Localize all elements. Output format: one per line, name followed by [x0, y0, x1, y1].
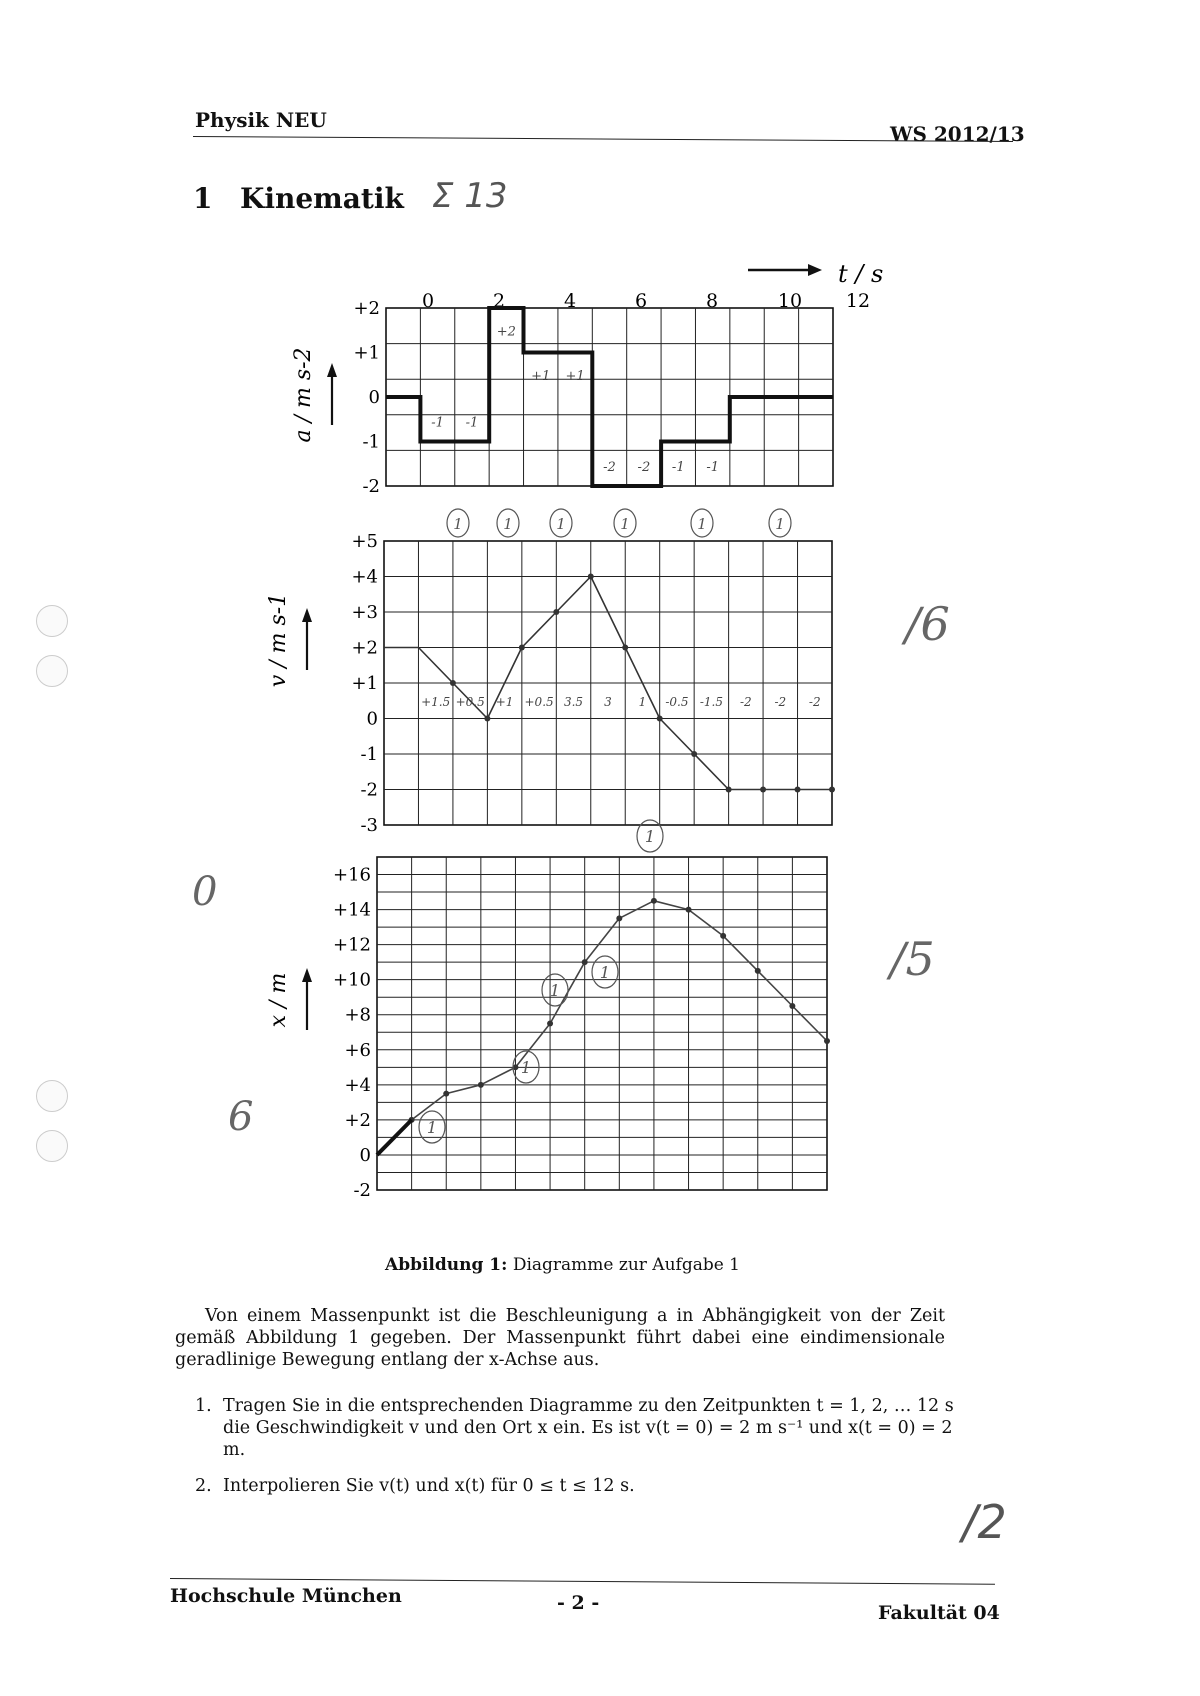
- handwritten-annotation: +1: [495, 694, 514, 709]
- footer-page-number: - 2 -: [557, 1592, 600, 1614]
- handwritten-annotation: -2: [739, 694, 752, 709]
- y-tick-label: -1: [360, 744, 378, 765]
- handwritten-mark: 1: [549, 981, 561, 1000]
- data-point: [789, 1003, 795, 1009]
- handwritten-annotation: +2: [496, 324, 516, 340]
- y-tick-label: +16: [333, 864, 371, 886]
- data-point: [829, 787, 835, 793]
- series-line: [377, 901, 827, 1155]
- data-point: [616, 915, 622, 921]
- y-tick-label: +5: [351, 531, 378, 552]
- handwritten-score-v: /6: [905, 597, 950, 651]
- y-tick-label: +1: [353, 342, 380, 364]
- handwritten-mark: 1: [453, 515, 463, 533]
- y-tick-label: +2: [351, 637, 378, 659]
- handwritten-annotation: +0.5: [455, 694, 485, 709]
- data-point: [720, 933, 726, 939]
- section-number: 1: [193, 182, 213, 215]
- handwritten-mark: 1: [426, 1118, 438, 1137]
- y-tick-label: +1: [351, 673, 378, 694]
- data-point: [824, 1038, 830, 1044]
- data-point: [443, 1091, 449, 1097]
- handwritten-mark: 1: [556, 515, 566, 533]
- data-point: [760, 787, 766, 793]
- handwritten-score-x: /5: [890, 932, 935, 986]
- y-axis-arrowhead: [327, 363, 337, 377]
- handwritten-annotation: +0.5: [524, 694, 554, 709]
- handwritten-mark: 1: [520, 1058, 532, 1077]
- handwritten-annotation: -2: [808, 694, 821, 709]
- time-axis-label: t / s: [838, 260, 884, 288]
- data-point: [755, 968, 761, 974]
- handwritten-side-mark: 0: [192, 869, 218, 915]
- handwritten-annotation: -1.5: [699, 694, 723, 709]
- handwritten-annotation: -2: [774, 694, 787, 709]
- y-tick-label: +14: [333, 899, 371, 921]
- chart-frame: [377, 857, 827, 1190]
- y-tick-label: +3: [351, 602, 378, 623]
- time-tick-label: 8: [705, 290, 719, 312]
- handwritten-annotation: +1.5: [421, 694, 451, 709]
- handwritten-mark: 1: [775, 515, 785, 533]
- section-title: Kinematik: [240, 182, 404, 215]
- handwritten-annotation: -1: [671, 459, 685, 475]
- time-tick-label: 0: [421, 290, 435, 312]
- data-point: [795, 787, 801, 793]
- handwritten-annotation: -1: [706, 459, 719, 475]
- handwritten-annotation: -2: [603, 459, 616, 475]
- footer-rule: [170, 1578, 995, 1585]
- handwritten-annotation: -1: [431, 415, 444, 431]
- handwritten-annotation: 1: [638, 694, 647, 709]
- header-course: Physik NEU: [195, 108, 327, 132]
- y-axis-label: a / m s-2: [291, 347, 316, 443]
- y-tick-label: +12: [333, 934, 371, 956]
- data-point: [478, 1082, 484, 1088]
- y-tick-label: +2: [344, 1109, 371, 1131]
- data-point: [582, 959, 588, 965]
- handwritten-mark: 1: [620, 515, 630, 533]
- data-point: [657, 716, 663, 722]
- time-tick-label: 6: [634, 290, 648, 312]
- task-item: [195, 1475, 955, 1497]
- handwritten-annotation: +1: [531, 368, 551, 384]
- data-point: [686, 907, 692, 913]
- handwritten-annotation: -1: [465, 415, 479, 431]
- y-tick-label: -3: [360, 815, 378, 836]
- handwritten-annotation: 3: [604, 694, 612, 709]
- handwritten-mark: 1: [503, 515, 513, 533]
- handwritten-annotation: 3.5: [563, 694, 584, 709]
- caption-text: Diagramme zur Aufgabe 1: [512, 1255, 740, 1275]
- time-axis-header: [422, 260, 883, 312]
- y-tick-label: +8: [344, 1004, 371, 1026]
- data-point: [726, 787, 732, 793]
- figure-caption: [385, 1255, 740, 1275]
- y-axis-arrowhead: [302, 968, 312, 982]
- header-semester: WS 2012/13: [890, 122, 1025, 146]
- y-axis-label: v / m s-1: [266, 592, 291, 688]
- y-tick-label: 0: [359, 1144, 371, 1166]
- y-tick-label: -2: [353, 1180, 371, 1201]
- y-tick-label: +10: [333, 969, 371, 991]
- task-text: Tragen Sie in die entsprechenden Diagramme zu den Zeitpunkten t = 1, 2, … 12 s die Geschwindigkeit v und den Ort x ein. Es ist v(t = 0) = 2 m s⁻¹ und x(t = 0) = 2 m.: [223, 1396, 954, 1460]
- data-point: [553, 609, 559, 615]
- data-point: [691, 751, 697, 757]
- y-tick-label: -1: [362, 431, 380, 453]
- y-axis-label: x / m: [266, 972, 291, 1028]
- handwritten-annotation: +1: [565, 368, 585, 384]
- time-tick-label: 10: [777, 290, 803, 312]
- data-point: [547, 1021, 553, 1027]
- intro-paragraph: Von einem Massenpunkt ist die Beschleunigung a in Abhängigkeit von der Zeit gemäß Abbildung 1 gegeben. Der Massenpunkt führt dabei eine eindimensionale geradlinige Bewegung entlang der x-Achse aus.: [175, 1306, 945, 1370]
- handwritten-mark: 1: [644, 827, 656, 846]
- handwritten-mark: 1: [599, 963, 611, 982]
- data-point: [450, 680, 456, 686]
- handwritten-total-score: Σ 13: [432, 176, 508, 216]
- footer-institution: Hochschule München: [170, 1585, 402, 1607]
- y-tick-label: -2: [360, 779, 378, 801]
- handwritten-annotation: -2: [637, 459, 651, 475]
- y-tick-label: 0: [366, 708, 378, 730]
- task-text: Interpolieren Sie v(t) und x(t) für 0 ≤ t ≤ 12 s.: [223, 1476, 635, 1496]
- handwritten-mark: 1: [697, 515, 707, 533]
- data-point: [519, 645, 525, 651]
- task-item: [195, 1395, 955, 1461]
- y-tick-label: +4: [351, 566, 378, 588]
- y-axis-arrowhead: [302, 608, 312, 622]
- task-number: 2.: [195, 1476, 212, 1496]
- time-tick-label: 4: [563, 290, 577, 312]
- data-point: [651, 898, 657, 904]
- task-number: 1.: [195, 1396, 212, 1416]
- handwritten-annotation: -0.5: [665, 694, 689, 709]
- handwritten-side-mark: 6: [228, 1094, 254, 1140]
- y-tick-label: +6: [344, 1039, 371, 1061]
- y-tick-label: 0: [368, 387, 380, 408]
- task-list: [195, 1395, 955, 1511]
- caption-label: Abbildung 1:: [385, 1255, 508, 1275]
- time-tick-label: 2: [492, 290, 506, 312]
- footer-faculty: Fakultät 04: [878, 1602, 1000, 1624]
- data-point: [622, 645, 628, 651]
- handwritten-score-task2: /2: [962, 1495, 1007, 1549]
- time-tick-label: 12: [845, 290, 871, 312]
- y-tick-label: +4: [344, 1074, 371, 1096]
- data-point: [484, 716, 490, 722]
- y-tick-label: +2: [353, 298, 380, 319]
- data-point: [588, 574, 594, 580]
- y-tick-label: -2: [362, 476, 380, 497]
